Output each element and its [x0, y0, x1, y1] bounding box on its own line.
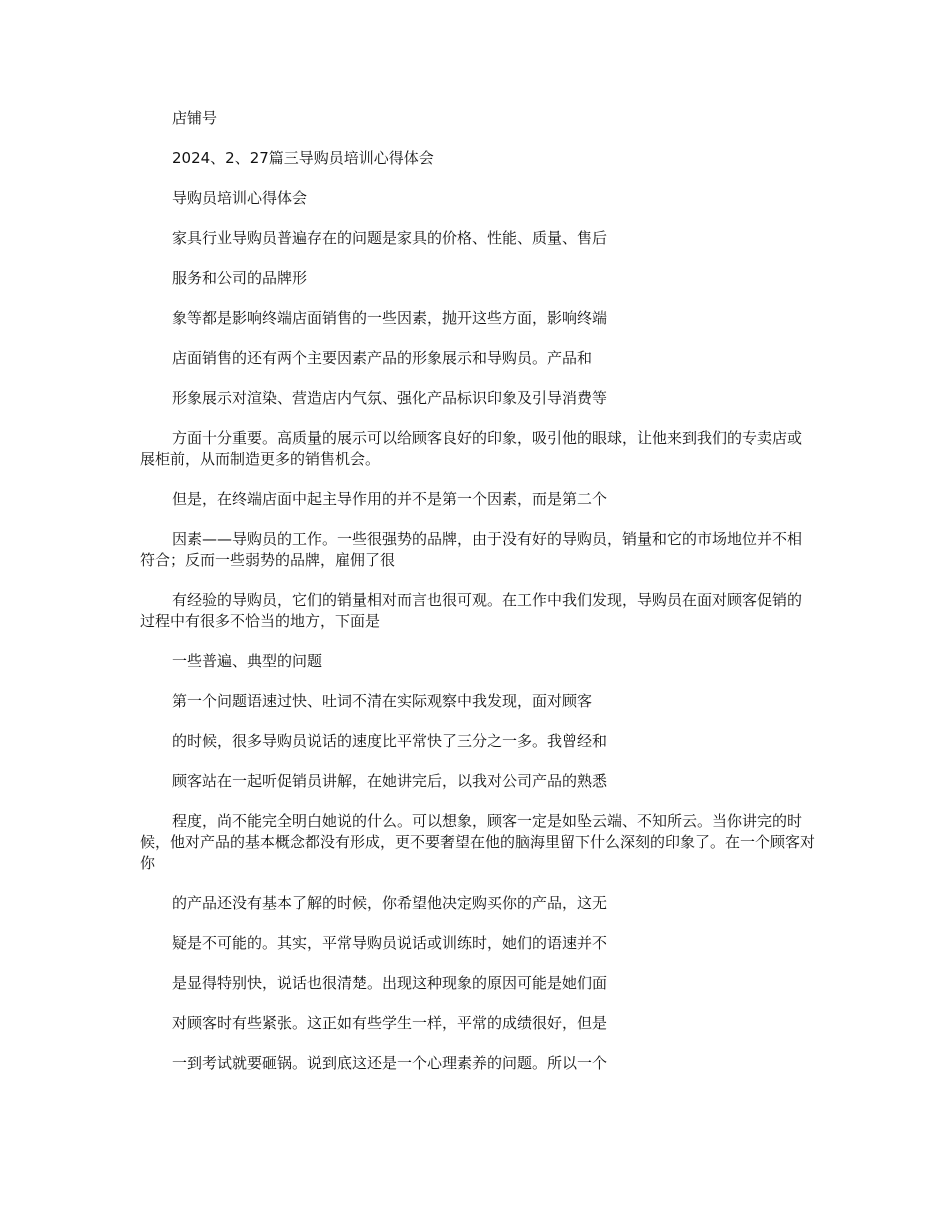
- paragraph-store-number: 店铺号: [172, 109, 218, 127]
- paragraph-body: 的产品还没有基本了解的时候，你希望他决定购买你的产品，这无: [172, 894, 608, 912]
- paragraph-body: 家具行业导购员普遍存在的问题是家具的价格、性能、质量、售后: [172, 229, 608, 247]
- paragraph-body: 店面销售的还有两个主要因素产品的形象展示和导购员。产品和: [172, 349, 593, 367]
- paragraph-body: 方面十分重要。高质量的展示可以给顾客良好的印象，吸引他的眼球，让他来到我们的专卖店或展柜前，从而制造更多的销售机会。: [140, 429, 803, 468]
- paragraph-body: 第一个问题语速过快、吐词不清在实际观察中我发现，面对顾客: [172, 692, 593, 710]
- paragraph-date-title: 2024、2、27篇三导购员培训心得体会: [172, 149, 434, 167]
- paragraph-body: 但是，在终端店面中起主导作用的并不是第一个因素，而是第二个: [172, 490, 608, 508]
- paragraph-body: 因素——导购员的工作。一些很强势的品牌，由于没有好的导购员，销量和它的市场地位并不相符合；反而一些弱势的品牌，雇佣了很: [140, 530, 803, 569]
- paragraph-body: 一些普遍、典型的问题: [172, 652, 323, 670]
- paragraph-body: 是显得特别快，说话也很清楚。出现这种现象的原因可能是她们面: [172, 974, 608, 992]
- paragraph-body: 顾客站在一起听促销员讲解，在她讲完后，以我对公司产品的熟悉: [172, 772, 608, 790]
- paragraph-body: 一到考试就要砸锅。说到底这还是一个心理素养的问题。所以一个: [172, 1054, 608, 1072]
- paragraph-body: 对顾客时有些紧张。这正如有些学生一样，平常的成绩很好，但是: [172, 1014, 608, 1032]
- paragraph-body: 有经验的导购员，它们的销量相对而言也很可观。在工作中我们发现，导购员在面对顾客促销的过程中有很多不恰当的地方，下面是: [140, 591, 803, 630]
- document-body: [140, 108, 815, 1074]
- paragraph-heading: 导购员培训心得体会: [172, 189, 308, 207]
- paragraph-body: 程度，尚不能完全明白她说的什么。可以想象，顾客一定是如坠云端、不知所云。当你讲完的时候，他对产品的基本概念都没有形成，更不要奢望在他的脑海里留下什么深刻的印象了。在一个顾客对你: [140, 812, 816, 872]
- paragraph-body: 服务和公司的品牌形: [172, 269, 308, 287]
- paragraph-body: 形象展示对渲染、营造店内气氛、强化产品标识印象及引导消费等: [172, 389, 608, 407]
- paragraph-body: 疑是不可能的。其实，平常导购员说话或训练时，她们的语速并不: [172, 934, 608, 952]
- paragraph-body: 的时候，很多导购员说话的速度比平常快了三分之一多。我曾经和: [172, 732, 608, 750]
- paragraph-body: 象等都是影响终端店面销售的一些因素，抛开这些方面，影响终端: [172, 309, 608, 327]
